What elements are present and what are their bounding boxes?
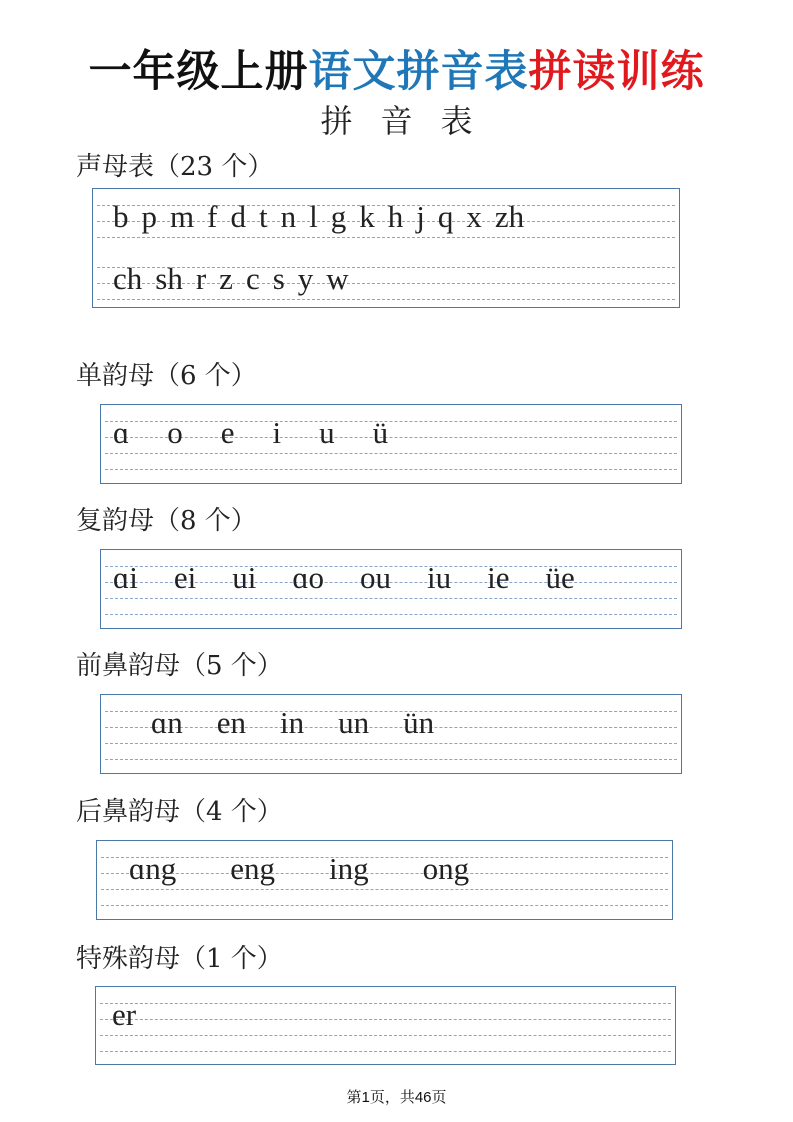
- pinyin-item: ü: [372, 415, 389, 450]
- pinyin-item: z: [219, 261, 233, 296]
- pinyin-item: i: [272, 415, 282, 450]
- pinyin-item: l: [309, 199, 318, 234]
- pinyin-item: eng: [230, 851, 275, 886]
- section-label-front-nasal-finals: 前鼻韵母（5 个）: [76, 651, 283, 681]
- pinyin-item: ou: [360, 560, 392, 595]
- writing-row: [97, 845, 672, 893]
- writing-row: [101, 554, 681, 602]
- pinyin-item: ün: [403, 705, 435, 740]
- simple-finals-box: [100, 404, 682, 484]
- pinyin-item: k: [359, 199, 375, 234]
- guide-line: [105, 614, 677, 615]
- pinyin-item: w: [326, 261, 349, 296]
- pinyin-item: ong: [422, 851, 470, 886]
- pinyin-list: [113, 415, 388, 451]
- guide-line: [97, 299, 675, 300]
- section-label-back-nasal-finals: 后鼻韵母（4 个）: [76, 797, 283, 827]
- writing-row: [101, 699, 681, 747]
- pinyin-item: ɑn: [151, 705, 183, 740]
- pinyin-item: ɑng: [129, 851, 177, 886]
- section-label-special-finals: 特殊韵母（1 个）: [76, 944, 283, 974]
- pinyin-item: ing: [328, 851, 369, 886]
- pinyin-item: x: [466, 199, 482, 234]
- pinyin-list: [151, 705, 434, 741]
- pinyin-item: f: [207, 199, 218, 234]
- section-label-initials: 声母表（23 个）: [76, 152, 274, 182]
- pinyin-item: ɑ: [113, 415, 130, 450]
- page-title: [0, 38, 793, 99]
- guide-line: [100, 1019, 671, 1020]
- section-label-compound-finals: 复韵母（8 个）: [76, 506, 257, 536]
- pinyin-item: h: [387, 199, 404, 234]
- guide-line: [97, 237, 675, 238]
- pinyin-item: g: [330, 199, 347, 234]
- pinyin-item: t: [258, 199, 268, 234]
- pinyin-item: s: [272, 261, 285, 296]
- pinyin-item: in: [279, 705, 305, 740]
- guide-line: [105, 598, 677, 599]
- pinyin-item: c: [245, 261, 260, 296]
- guide-line: [105, 453, 677, 454]
- writing-row: [96, 991, 675, 1039]
- initials-box: [92, 188, 680, 308]
- pinyin-item: m: [170, 199, 195, 234]
- pinyin-item: ei: [173, 560, 197, 595]
- pinyin-item: n: [280, 199, 297, 234]
- pinyin-item: ie: [487, 560, 510, 595]
- pinyin-item: ɑo: [292, 560, 325, 595]
- guide-line: [100, 1003, 671, 1004]
- back-nasal-finals-box: [96, 840, 673, 920]
- pinyin-item: iu: [427, 560, 452, 595]
- pinyin-list: [113, 560, 575, 596]
- pinyin-list: [113, 199, 524, 235]
- pinyin-item: p: [141, 199, 157, 234]
- pinyin-item: en: [216, 705, 246, 740]
- writing-row: [101, 409, 681, 457]
- pinyin-list: [129, 851, 469, 887]
- front-nasal-finals-box: [100, 694, 682, 774]
- title-part-training: 拼读训练: [528, 47, 705, 97]
- pinyin-item: zh: [494, 199, 525, 234]
- compound-finals-box: [100, 549, 682, 629]
- page-number: 第1页，共46页: [346, 1089, 447, 1106]
- pinyin-item: sh: [155, 261, 183, 296]
- pinyin-item: d: [230, 199, 246, 234]
- pinyin-item: er: [112, 997, 137, 1032]
- pinyin-item: ch: [113, 261, 143, 296]
- pinyin-item: y: [297, 261, 314, 296]
- guide-line: [101, 889, 668, 890]
- pinyin-list: [112, 997, 136, 1033]
- pinyin-item: q: [437, 199, 454, 234]
- guide-line: [100, 1051, 671, 1052]
- pinyin-item: ui: [232, 560, 257, 595]
- guide-line: [105, 469, 677, 470]
- title-part-grade: 一年级上册: [88, 47, 309, 97]
- pinyin-item: un: [338, 705, 370, 740]
- guide-line: [101, 905, 668, 906]
- pinyin-list: [113, 261, 349, 297]
- pinyin-item: u: [319, 415, 335, 450]
- subtitle: 拼音表: [320, 102, 501, 140]
- pinyin-item: e: [220, 415, 235, 450]
- guide-line: [100, 1035, 671, 1036]
- pinyin-item: b: [113, 199, 129, 234]
- pinyin-item: o: [167, 415, 183, 450]
- special-finals-box: [95, 986, 676, 1065]
- pinyin-item: ɑi: [113, 560, 138, 595]
- pinyin-item: r: [195, 261, 207, 296]
- section-label-simple-finals: 单韵母（6 个）: [76, 361, 257, 391]
- pinyin-item: üe: [545, 560, 575, 595]
- pinyin-item: j: [416, 199, 425, 234]
- writing-row: [93, 255, 679, 303]
- writing-row: [93, 193, 679, 241]
- guide-line: [105, 759, 677, 760]
- title-part-pinyin-table: 语文拼音表: [308, 47, 529, 97]
- guide-line: [105, 743, 677, 744]
